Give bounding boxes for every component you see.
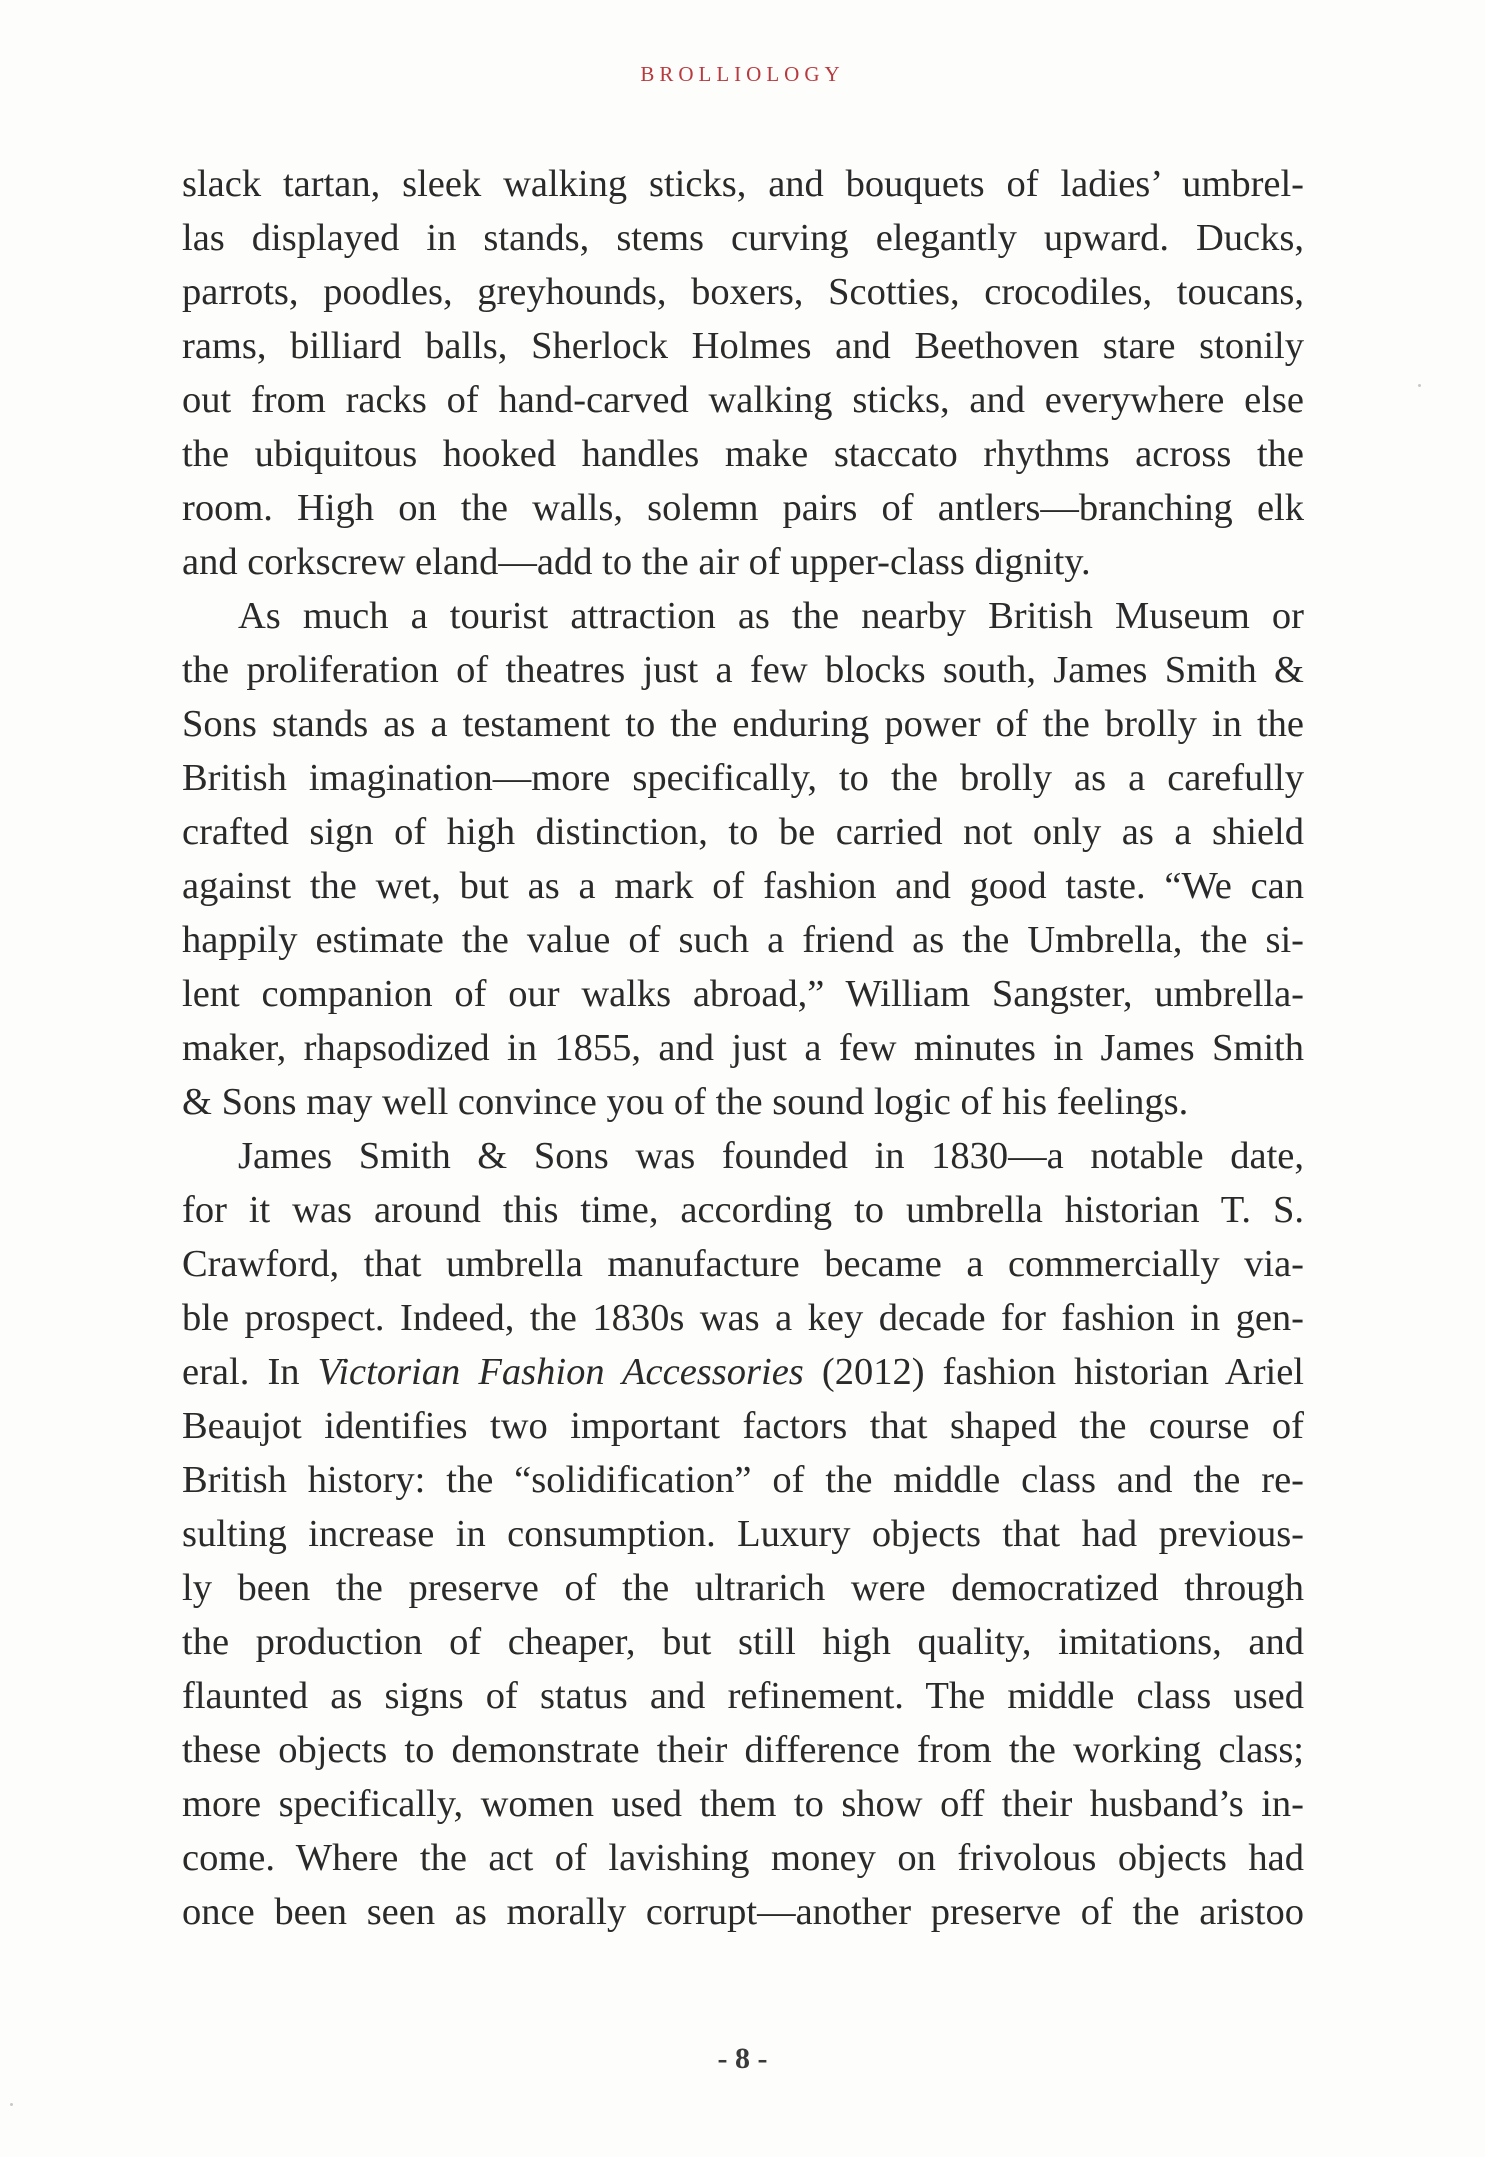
text-line: ly been the preserve of the ultrarich were democratized through — [182, 1567, 1304, 1609]
text-line: crafted sign of high distinction, to be carried not only as a shield — [182, 811, 1304, 853]
paragraph — [182, 1129, 1304, 1939]
page-number: - 8 - — [717, 2042, 768, 2075]
text-line: happily estimate the value of such a friend as the Umbrella, the si- — [182, 919, 1304, 961]
text-line: out from racks of hand-carved walking sticks, and everywhere else — [182, 379, 1304, 421]
text-line: Sons stands as a testament to the enduring power of the brolly in the — [182, 703, 1304, 745]
text-line: these objects to demonstrate their difference from the working class; — [182, 1729, 1304, 1771]
text-line: Crawford, that umbrella manufacture became a commercially via- — [182, 1243, 1304, 1285]
text-line: the ubiquitous hooked handles make staccato rhythms across the — [182, 433, 1304, 475]
text-line: British imagination—more specifically, to the brolly as a carefully — [182, 757, 1304, 799]
text-line: & Sons may well convince you of the sound logic of his feelings. — [182, 1081, 1189, 1123]
body-text — [182, 157, 1304, 1939]
text-line: ble prospect. Indeed, the 1830s was a key decade for fashion in gen- — [182, 1297, 1304, 1339]
text-line: maker, rhapsodized in 1855, and just a few minutes in James Smith — [182, 1027, 1304, 1069]
text-line-with-title — [182, 1345, 1304, 1399]
scan-speck — [1418, 384, 1421, 387]
text-fragment: (2012) fashion historian Ariel — [803, 1351, 1304, 1393]
text-line: the proliferation of theatres just a few blocks south, James Smith & — [182, 649, 1304, 691]
text-line: for it was around this time, according to umbrella historian T. S. — [182, 1189, 1304, 1231]
text-line: sulting increase in consumption. Luxury objects that had previous- — [182, 1513, 1304, 1555]
paragraph — [182, 589, 1304, 1129]
text-line: James Smith & Sons was founded in 1830—a notable date, — [238, 1135, 1304, 1177]
text-line: come. Where the act of lavishing money on frivolous objects had — [182, 1837, 1304, 1879]
text-line: more specifically, women used them to show off their husband’s in- — [182, 1783, 1304, 1825]
text-line: against the wet, but as a mark of fashion and good taste. “We can — [182, 865, 1304, 907]
text-line: British history: the “solidification” of the middle class and the re- — [182, 1459, 1304, 1501]
text-line: Beaujot identifies two important factors that shaped the course of — [182, 1405, 1304, 1447]
text-line: the production of cheaper, but still high quality, imitations, and — [182, 1621, 1304, 1663]
running-head: BROLLIOLOGY — [640, 62, 845, 86]
text-line: las displayed in stands, stems curving elegantly upward. Ducks, — [182, 217, 1304, 259]
text-line: As much a tourist attraction as the nearby British Museum or — [238, 595, 1304, 637]
text-line: flaunted as signs of status and refinement. The middle class used — [182, 1675, 1304, 1717]
text-line: rams, billiard balls, Sherlock Holmes and Beethoven stare stonily — [182, 325, 1304, 367]
text-line: room. High on the walls, solemn pairs of antlers—branching elk — [182, 487, 1304, 529]
text-line: once been seen as morally corrupt—another preserve of the aristoo — [182, 1891, 1304, 1933]
scan-speck — [10, 2103, 13, 2106]
paragraph — [182, 157, 1304, 589]
book-title: Victorian Fashion Accessories — [317, 1351, 804, 1393]
text-line: lent companion of our walks abroad,” William Sangster, umbrella- — [182, 973, 1304, 1015]
text-line: and corkscrew eland—add to the air of upper-class dignity. — [182, 541, 1091, 583]
text-line: slack tartan, sleek walking sticks, and bouquets of ladies’ umbrel- — [182, 163, 1304, 205]
text-line: parrots, poodles, greyhounds, boxers, Scotties, crocodiles, toucans, — [182, 271, 1304, 313]
text-fragment: eral. In — [182, 1351, 318, 1393]
